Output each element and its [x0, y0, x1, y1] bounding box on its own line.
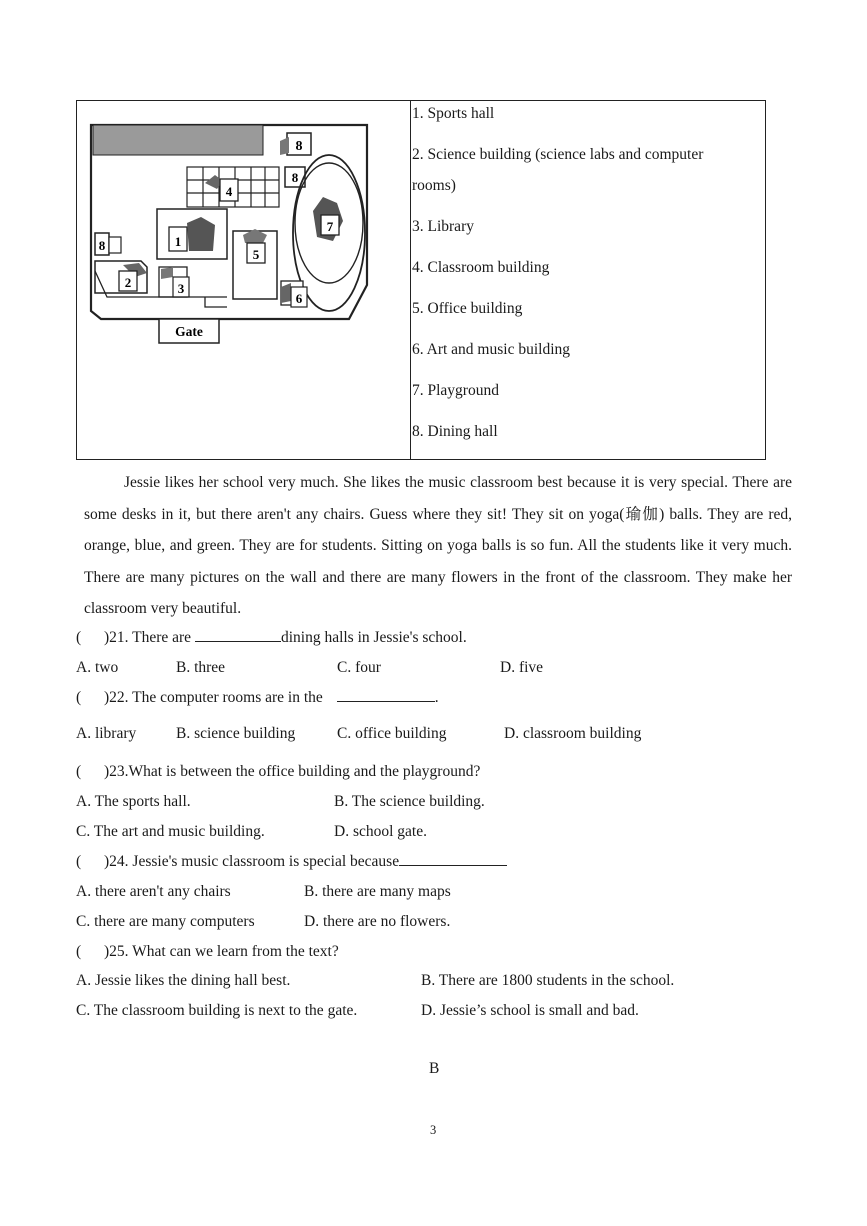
q22-paren: ( [76, 689, 82, 706]
map-label-8c: 8 [98, 238, 106, 253]
q25-paren: ( [76, 943, 82, 960]
map-label-6: 6 [295, 291, 303, 306]
q23-option-a[interactable]: A. The sports hall. [76, 793, 191, 810]
map-label-8b: 8 [291, 170, 299, 185]
q25-option-d[interactable]: D. Jessie’s school is small and bad. [421, 1002, 639, 1019]
q23-option-d[interactable]: D. school gate. [334, 823, 427, 840]
q22-blank[interactable] [337, 701, 435, 702]
q22-option-b[interactable]: B. science building [176, 725, 296, 742]
passage-text: Jessie likes her school very much. She likes the music classroom best because it is very special. There are some desks in it, but there aren't any chairs. Guess where they sit! They sit on yoga(瑜伽) balls. They are red, orange, blue, and green. They are for students. Sitting on yoga balls is so fun. All the students like it very much. There are many pictures on the wall and there are many flowers in the front of the classroom. They make her classroom very beautiful. [84, 474, 792, 617]
legend-item-5: 5. Office building [412, 300, 523, 317]
q24-blank[interactable] [399, 865, 507, 866]
map-label-gate: Gate [175, 324, 203, 339]
q23-paren: ( [76, 763, 82, 780]
q23-stem: )23.What is between the office building and the playground? [104, 763, 481, 780]
q25-option-c[interactable]: C. The classroom building is next to the gate. [76, 1002, 358, 1019]
q21-option-a[interactable]: A. two [76, 659, 119, 676]
q21-option-b[interactable]: B. three [176, 659, 226, 676]
map-label-2: 2 [124, 275, 132, 290]
legend-item-2-cont: rooms) [412, 177, 456, 194]
q21-stem [104, 629, 467, 647]
q23-option-c[interactable]: C. The art and music building. [76, 823, 265, 840]
q24-option-d[interactable]: D. there are no flowers. [304, 913, 451, 930]
section-label: B [429, 1060, 440, 1077]
q21-option-c[interactable]: C. four [337, 659, 381, 676]
q24-stem [104, 853, 507, 871]
legend-item-6: 6. Art and music building [412, 341, 571, 358]
q24-option-b[interactable]: B. there are many maps [304, 883, 451, 900]
map-label-3: 3 [177, 281, 185, 296]
map-label-7: 7 [326, 219, 334, 234]
school-map [77, 101, 410, 459]
map-label-8a: 8 [295, 139, 303, 154]
q24-paren: ( [76, 853, 82, 870]
q25-option-b[interactable]: B. There are 1800 students in the school. [421, 972, 675, 989]
q23-option-b[interactable]: B. The science building. [334, 793, 485, 810]
legend-item-1: 1. Sports hall [412, 105, 495, 122]
q21-blank[interactable] [195, 641, 281, 642]
q22-stem [104, 689, 439, 707]
q24-option-a[interactable]: A. there aren't any chairs [76, 883, 231, 900]
legend-item-8: 8. Dining hall [412, 423, 498, 440]
reading-passage [84, 467, 792, 625]
q21-stem-b: dining halls in Jessie's school. [280, 629, 467, 646]
q22-option-d[interactable]: D. classroom building [504, 725, 642, 742]
q21-stem-a: )21. There are [104, 629, 192, 646]
q24-stem-a: )24. Jessie's music classroom is special because [104, 853, 400, 870]
table-divider [410, 101, 411, 459]
q24-option-c[interactable]: C. there are many computers [76, 913, 255, 930]
map-label-4: 4 [225, 184, 233, 199]
page-number: 3 [430, 1123, 437, 1137]
map-label-1: 1 [174, 234, 182, 249]
q22-option-c[interactable]: C. office building [337, 725, 447, 742]
q22-option-a[interactable]: A. library [76, 725, 137, 742]
q22-stem-a: )22. The computer rooms are in the [104, 689, 323, 706]
legend-item-4: 4. Classroom building [412, 259, 550, 276]
legend-item-7: 7. Playground [412, 382, 499, 399]
q21-paren: ( [76, 629, 82, 646]
q21-option-d[interactable]: D. five [500, 659, 544, 676]
q22-stem-b: . [434, 689, 439, 706]
legend-item-3: 3. Library [412, 218, 474, 235]
map-label-5: 5 [252, 247, 260, 262]
q25-option-a[interactable]: A. Jessie likes the dining hall best. [76, 972, 291, 989]
q25-stem: )25. What can we learn from the text? [104, 943, 339, 960]
map-table [76, 100, 766, 460]
legend-item-2: 2. Science building (science labs and computer [412, 146, 704, 163]
